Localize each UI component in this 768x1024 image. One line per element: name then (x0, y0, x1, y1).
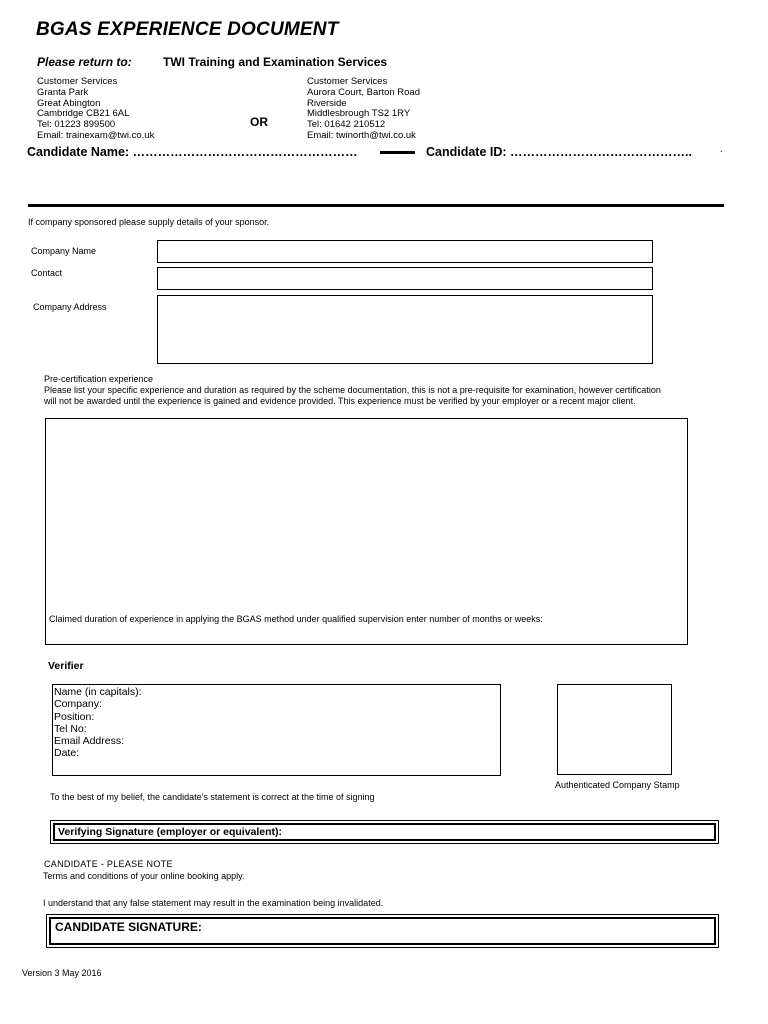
address-email: Email: trainexam@twi.co.uk (37, 129, 155, 141)
address-line: Aurora Court, Barton Road (307, 86, 421, 98)
false-statement-note: I understand that any false statement may result in the examination being invalidated. (43, 898, 384, 908)
address-phone: Tel: 01223 899500 (37, 119, 116, 131)
address-email: Email: twinorth@twi.co.uk (307, 129, 416, 141)
company-name-field[interactable] (157, 240, 653, 263)
verifier-details-field[interactable] (52, 684, 501, 776)
verifier-name-label: Name (in capitals): (54, 686, 142, 698)
company-name-label: Company Name (31, 246, 97, 256)
candidate-separator-line (380, 151, 415, 154)
experience-field[interactable] (45, 418, 688, 645)
trailing-mark: . (720, 144, 723, 154)
precert-instructions-line2: will not be awarded until the experience is gained and evidence provided. This experience must be verified by your employer or a recent major client. (44, 396, 636, 406)
address-middlesbrough (307, 77, 420, 142)
document-title: BGAS EXPERIENCE DOCUMENT (36, 19, 339, 40)
candidate-note-heading: CANDIDATE - PLEASE NOTE (44, 859, 173, 869)
address-line: Middlesbrough TS2 1RY (307, 108, 411, 120)
experience-value (46, 419, 687, 427)
verifier-company-label: Company: (54, 698, 102, 711)
version-footer: Version 3 May 2016 (22, 968, 102, 978)
candidate-id-label: Candidate ID: …………………………………….. (426, 145, 692, 159)
precert-heading: Pre-certification experience (44, 374, 154, 384)
address-line: Riverside (307, 97, 347, 109)
section-divider (28, 204, 724, 207)
candidate-signature-field[interactable] (46, 914, 719, 948)
verifier-tel-label: Tel No: (54, 722, 87, 735)
candidate-signature-label: CANDIDATE SIGNATURE: (49, 917, 716, 945)
address-line: Great Abington (37, 97, 101, 109)
contact-label: Contact (31, 268, 63, 278)
address-line: Customer Services (307, 76, 388, 87)
address-line: Granta Park (37, 86, 89, 98)
company-stamp-label: Authenticated Company Stamp (555, 780, 680, 790)
verifying-signature-field[interactable] (50, 820, 719, 844)
company-stamp-field[interactable] (557, 684, 672, 775)
verifying-signature-label: Verifying Signature (employer or equivalent): (53, 823, 716, 841)
address-phone: Tel: 01642 210512 (307, 119, 386, 131)
address-cambridge (37, 77, 154, 142)
address-line: Customer Services (37, 76, 118, 87)
sponsor-intro: If company sponsored please supply details of your sponsor. (28, 217, 270, 227)
company-address-label: Company Address (33, 302, 107, 312)
terms-note: Terms and conditions of your online booking apply. (43, 871, 245, 881)
company-address-field[interactable] (157, 295, 653, 364)
verifier-date-label: Date: (54, 747, 80, 760)
address-line: Cambridge CB21 6AL (37, 108, 130, 120)
verifier-position-label: Position: (54, 710, 95, 723)
verifier-email-label: Email Address: (54, 735, 125, 748)
return-to-label: Please return to: (37, 55, 132, 69)
verifier-heading: Verifier (48, 660, 84, 672)
belief-statement: To the best of my belief, the candidate’s statement is correct at the time of signing (50, 792, 375, 802)
duration-label: Claimed duration of experience in applying the BGAS method under qualified supervision enter number of months or weeks: (49, 614, 543, 624)
or-separator: OR (250, 115, 268, 129)
contact-field[interactable] (157, 267, 653, 290)
return-organisation: TWI Training and Examination Services (163, 55, 388, 69)
precert-instructions-line1: Please list your specific experience and duration as required by the scheme documentation, this is not a pre-requisite for examination, however certification (44, 385, 661, 395)
candidate-name-label: Candidate Name: ……………………………………………… (27, 145, 358, 159)
